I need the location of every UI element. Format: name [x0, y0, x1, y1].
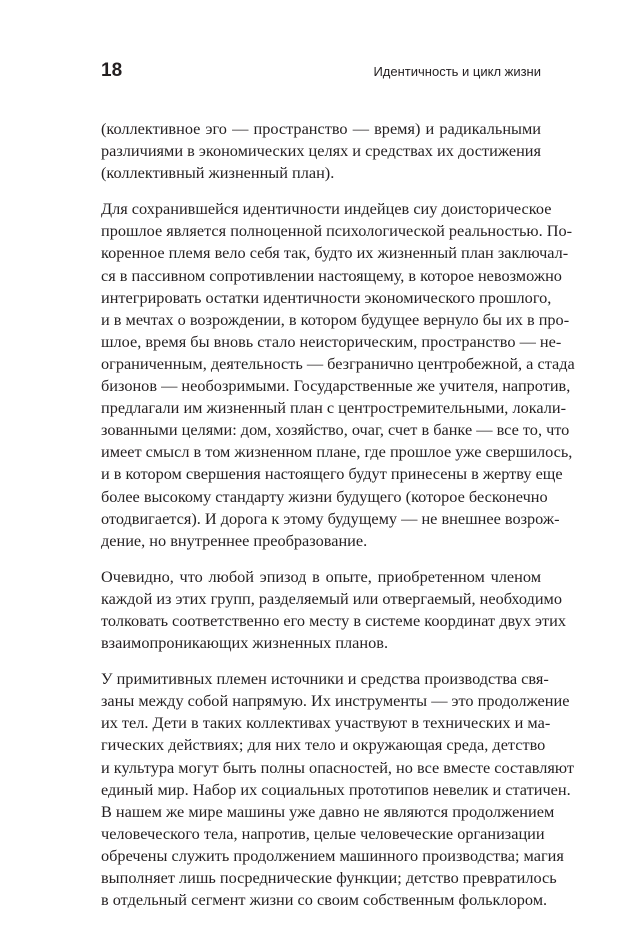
text-line: имеет смысл в том жизненном плане, где прошлое уже свершилось, — [101, 442, 573, 462]
text-line: У примитивных племен источники и средства производства свя- — [101, 669, 549, 689]
text-line: шлое, время бы вновь стало неисторическим, пространство — не- — [101, 331, 562, 351]
text-line: бизонов — необозримыми. Государственные же учителя, напротив, — [101, 376, 571, 396]
paragraph — [101, 668, 574, 911]
text-line: гических действиях; для них тело и окружающая среда, детство — [101, 735, 546, 755]
text-line: более высокому стандарту жизни будущего (которое бесконечно — [101, 486, 548, 506]
text-line: различиями в экономических целях и средствах их достижения — [101, 141, 541, 161]
text-line: выполняет лишь посреднические функции; детство превратилось — [101, 868, 557, 887]
text-line: коренное племя вело себя так, будто их жизненный план заключал- — [101, 243, 569, 263]
text-line: (коллективное эго — пространство — время) и радикальными — [101, 119, 541, 138]
text-line: (коллективный жизненный план). — [101, 163, 335, 183]
text-line: толковать соответственно его месту в системе координат двух этих — [101, 610, 566, 630]
text-line: каждой из этих групп, разделяемый или отвергаемый, необходимо — [101, 588, 563, 608]
text-line: обречены служить продолжением машинного производства; магия — [101, 845, 564, 865]
text-line: человеческого тела, напротив, целые человеческие организации — [101, 823, 545, 843]
text-line: заны между собой напрямую. Их инструменты — это продолжение — [101, 691, 570, 711]
page-body — [101, 118, 575, 925]
paragraph — [101, 566, 566, 654]
text-line: предлагали им жизненный план с центростремительными, локали- — [101, 398, 567, 418]
text-line: Для сохранившейся идентичности индейцев сиу доисторическое — [101, 199, 552, 219]
text-line: прошлое является полноценной психологической реальностью. По- — [101, 221, 573, 241]
paragraph — [101, 198, 575, 552]
text-line: зованными целями: дом, хозяйство, очаг, счет в банке — все то, что — [101, 420, 570, 440]
page-header — [101, 60, 541, 84]
text-line: взаимопроникающих жизненных планов. — [101, 633, 389, 653]
text-line: интегрировать остатки идентичности экономического прошлого, — [101, 287, 552, 307]
running-title: Идентичность и цикл жизни — [373, 64, 541, 79]
paragraph — [101, 118, 541, 184]
text-line: ся в пассивном сопротивлении настоящему, в которое невозможно — [101, 265, 562, 285]
text-line: и в котором свершения настоящего будут принесены в жертву еще — [101, 464, 563, 484]
text-line: Очевидно, что любой эпизод в опыте, приобретенном членом — [101, 566, 541, 586]
text-line: дение, но внутреннее преобразование. — [101, 530, 368, 550]
page-number: 18 — [101, 60, 123, 81]
text-line: и в мечтах о возрождении, в котором будущее вернуло бы их в про- — [101, 309, 570, 329]
text-line: в отдельный сегмент жизни со своим собственным фольклором. — [101, 890, 548, 910]
text-line: единый мир. Набор их социальных прототипов невелик и статичен. — [101, 779, 571, 799]
text-line: и культура могут быть полны опасностей, но все вместе составляют — [101, 757, 574, 777]
text-line: отодвигается). И дорога к этому будущему — не внешнее возрож- — [101, 508, 560, 528]
text-line: В нашем же мире машины уже давно не являются продолжением — [101, 801, 555, 821]
text-line: ограниченным, деятельность — безгранично центробежной, а стада — [101, 353, 575, 373]
text-line: их тел. Дети в таких коллективах участвуют в технических и ма- — [101, 713, 551, 733]
